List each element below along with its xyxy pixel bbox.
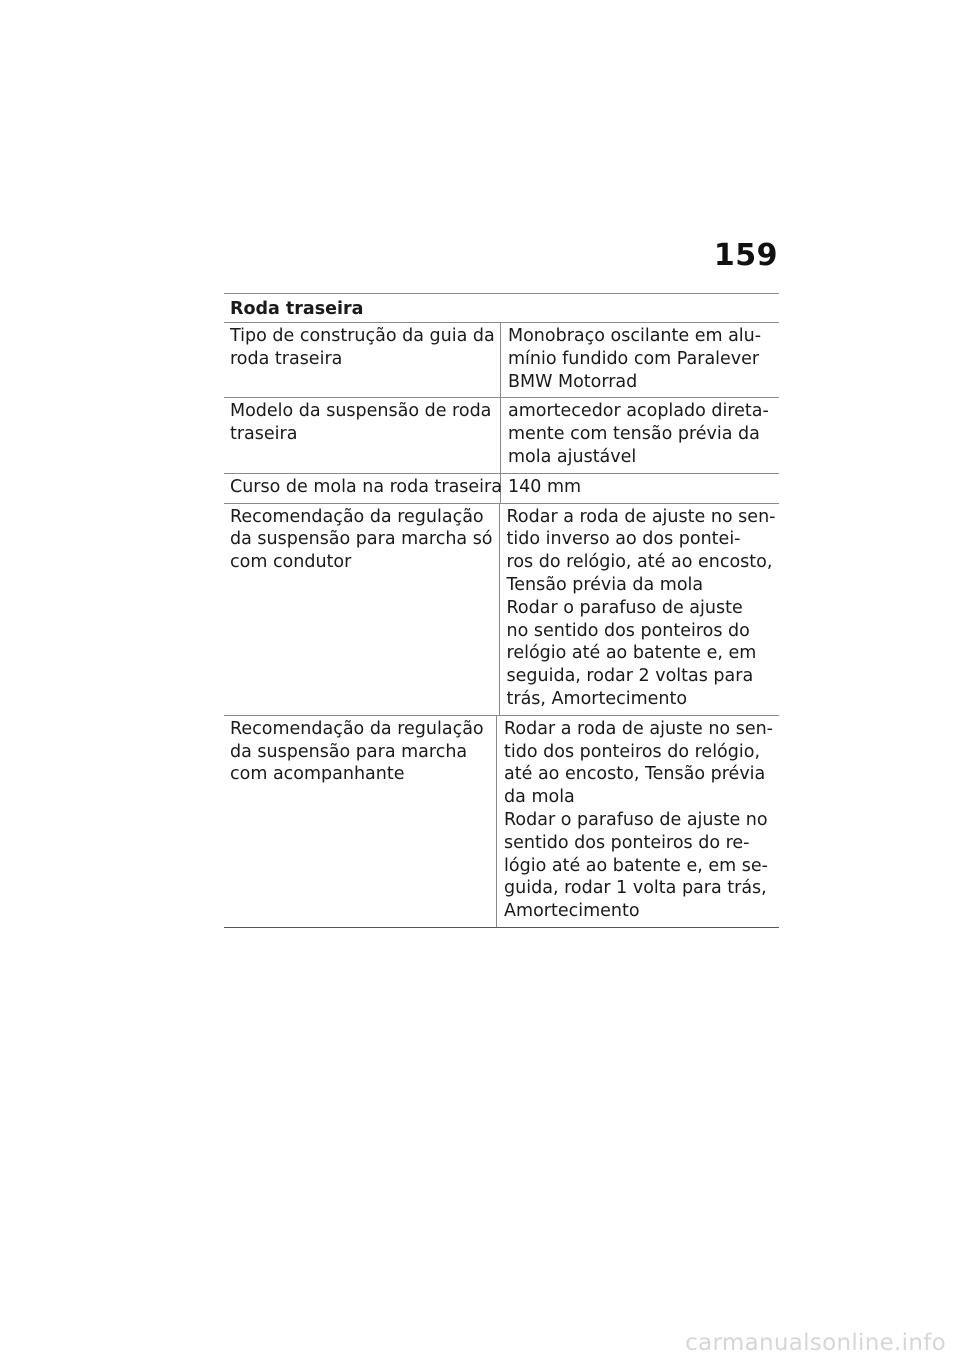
row-value <box>501 474 779 503</box>
row-value <box>497 716 779 927</box>
row-label <box>224 474 501 503</box>
value-line: Rodar o parafuso de ajuste no <box>504 809 768 830</box>
label-line: da suspensão para marcha só <box>230 529 493 550</box>
value-line: da mola <box>504 787 575 808</box>
value-line: Monobraço oscilante em alu- <box>508 326 762 346</box>
value-line: Rodar a roda de ajuste no sen- <box>506 506 776 527</box>
value-line: mente com tensão prévia da <box>508 424 760 445</box>
label-line: Modelo da suspensão de roda <box>230 401 492 422</box>
label-line: traseira <box>230 424 298 445</box>
table-row <box>224 323 779 398</box>
label-line: da suspensão para marcha <box>230 741 468 762</box>
value-line: ros do relógio, até ao encosto, <box>506 552 773 573</box>
table-row <box>224 716 779 928</box>
value-line: 140 mm <box>508 476 582 497</box>
label-line: Curso de mola na roda traseira <box>230 476 502 497</box>
table-row <box>224 398 779 473</box>
row-value <box>501 398 779 472</box>
value-line: BMW Motorrad <box>508 371 638 392</box>
value-line: Rodar a roda de ajuste no sen- <box>504 718 773 739</box>
value-line: tido dos ponteiros do relógio, <box>504 741 761 762</box>
row-label <box>224 504 500 715</box>
label-line: Recomendação da regulação <box>230 506 484 527</box>
label-line: com acompanhante <box>230 764 405 785</box>
label-line: roda traseira <box>230 348 343 369</box>
label-line: Recomendação da regulação <box>230 718 484 739</box>
value-line: lógio até ao batente e, em se- <box>504 855 768 876</box>
row-label <box>224 323 501 397</box>
value-line: amortecedor acoplado direta- <box>508 401 769 422</box>
spec-table <box>224 293 779 928</box>
row-label <box>224 716 497 927</box>
value-line: Rodar o parafuso de ajuste <box>506 597 743 618</box>
value-line: Amortecimento <box>504 901 640 922</box>
page-number: 159 <box>713 238 778 273</box>
value-line: trás, Amortecimento <box>506 688 688 709</box>
value-line: guida, rodar 1 volta para trás, <box>504 878 767 899</box>
label-line: com condutor <box>230 552 352 573</box>
table-row <box>224 474 779 504</box>
value-line: no sentido dos ponteiros do <box>506 620 750 641</box>
value-line: mínio fundido com Paralever <box>508 348 760 369</box>
table-row <box>224 504 779 716</box>
value-line: tido inverso ao dos pontei- <box>506 529 741 550</box>
section-title: Roda traseira <box>224 293 779 323</box>
value-line: sentido dos ponteiros do re- <box>504 832 750 853</box>
value-line: mola ajustável <box>508 446 637 467</box>
row-value <box>500 504 782 715</box>
value-line: seguida, rodar 2 voltas para <box>506 666 754 687</box>
row-value <box>501 323 779 397</box>
value-line: Tensão prévia da mola <box>506 574 704 595</box>
label-line: Tipo de construção da guia da <box>230 326 495 346</box>
value-line: até ao encosto, Tensão prévia <box>504 764 766 785</box>
row-label <box>224 398 501 472</box>
value-line: relógio até ao batente e, em <box>506 643 757 664</box>
watermark: carmanualsonline.info <box>685 1330 946 1356</box>
